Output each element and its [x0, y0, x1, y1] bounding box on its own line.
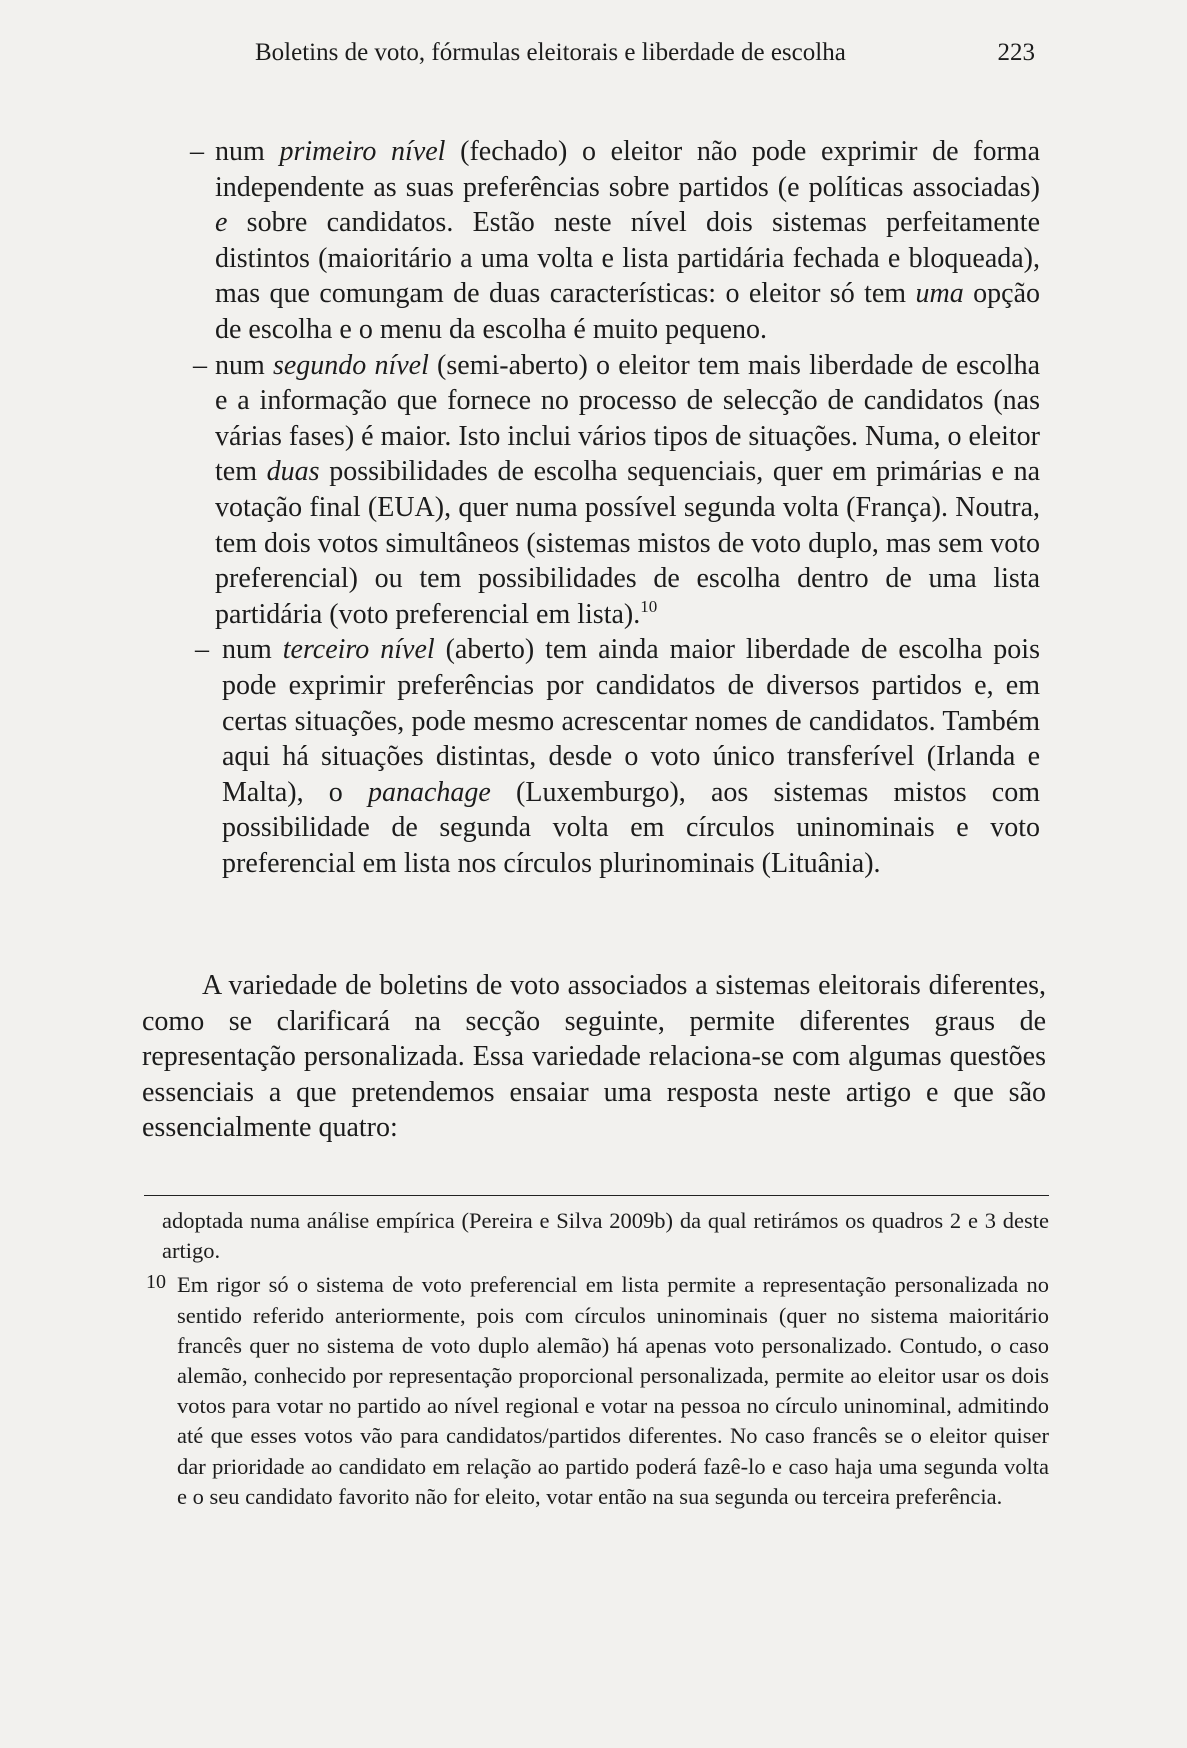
item-text: possibilidades de escolha sequenciais, quer em primárias e na votação final (EUA), quer numa possível segunda volta (França). Noutra, tem dois votos simultâneos (sistemas mistos de voto duplo, mas sem voto preferencial) ou tem possibilidades de escolha dentro de uma lista partidária (voto preferencial em lista). [215, 456, 1040, 630]
item-text: (Luxemburgo), aos sistemas mistos com possibilidade de segunda volta em círculos uninominais e voto preferencial em lista nos círculos plurinominais (Lituânia). [222, 776, 1041, 879]
item-text: num [222, 634, 283, 666]
running-title: Boletins de voto, fórmulas eleitorais e liberdade de escolha [255, 39, 846, 66]
item-text: (fechado) o eleitor não pode exprimir de forma independente as suas preferências sobre partidos (e políticas associadas) [215, 136, 1041, 203]
item-text: (aberto) tem ainda maior liberdade de escolha pois pode exprimir preferências por candidatos de diversos partidos e, em certas situações, pode mesmo acrescentar nomes de candidatos. Também aqui há situações distintas, desde o voto único transferível (Irlanda e Malta), o [222, 634, 1040, 808]
levels-list [140, 134, 1040, 881]
list-dash: – [193, 349, 207, 381]
footnote-mark: 10 [146, 1271, 166, 1294]
body-paragraph: A variedade de boletins de voto associados a sistemas eleitorais diferentes, como se clarificará na secção seguinte, permite diferentes graus de representação personalizada. Essa variedade relaciona-se com algumas questões essenciais a que pretendemos ensaiar uma resposta neste artigo e que são essencialmente quatro: [142, 970, 1046, 1144]
footnote-separator [144, 1195, 1049, 1196]
item-emphasis: segundo nível [272, 349, 429, 381]
footnote-reference[interactable]: 10 [640, 596, 658, 616]
list-dash: – [195, 634, 209, 666]
item-emphasis: duas [266, 456, 320, 488]
footnotes [144, 1206, 1049, 1512]
item-text: (semi-aberto) o eleitor tem mais liberdade de escolha e a informação que fornece no processo de selecção de candidatos (nas várias fases) é maior. Isto inclui vários tipos de situações. Numa, o eleitor tem [215, 349, 1041, 488]
item-emphasis: primeiro nível [279, 136, 446, 167]
list-item-third-level [140, 632, 1040, 881]
list-dash: – [190, 136, 204, 167]
page-header [140, 36, 1035, 70]
item-emphasis: terceiro nível [282, 634, 435, 666]
footnote-text: Em rigor só o sistema de voto preferencial em lista permite a representação personalizada no sentido referido anteriormente, pois com círculos uninominais (quer no sistema maioritário francês quer no sistema de voto duplo alemão) há apenas voto personalizado. Contudo, o caso alemão, conhecido por representação proporcional personalizada, permite ao eleitor usar os dois votos para votar no partido ao nível regional e votar na pessoa no círculo uninominal, admitindo até que esses votos vão para candidatos/partidos diferentes. No caso francês se o eleitor quiser dar prioridade ao candidato em relação ao partido poderá fazê-lo e caso haja uma segunda volta e o seu candidato favorito não for eleito, votar então na sua segunda ou terceira preferência. [177, 1272, 1049, 1509]
item-text: opção de escolha e o menu da escolha é muito pequeno. [215, 278, 1040, 345]
item-emphasis: uma [915, 278, 964, 310]
item-emphasis: e [215, 207, 228, 239]
item-text: sobre candidatos. Estão neste nível dois sistemas perfeitamente distintos (maioritário a uma volta e lista partidária fechada e bloqueada), mas que comungam de duas características: o eleitor só tem [215, 207, 1040, 310]
item-text: num [215, 136, 280, 167]
page-number: 223 [997, 39, 1035, 66]
footnote-continuation: adoptada numa análise empírica (Pereira e Silva 2009b) da qual retirámos os quadros 2 e 3 deste artigo. [162, 1208, 1049, 1264]
item-emphasis: panachage [367, 776, 491, 808]
item-text: num [215, 349, 273, 381]
list-item-first-level [140, 134, 1040, 348]
list-item-second-level [140, 348, 1040, 633]
footnote-10 [144, 1270, 1049, 1512]
